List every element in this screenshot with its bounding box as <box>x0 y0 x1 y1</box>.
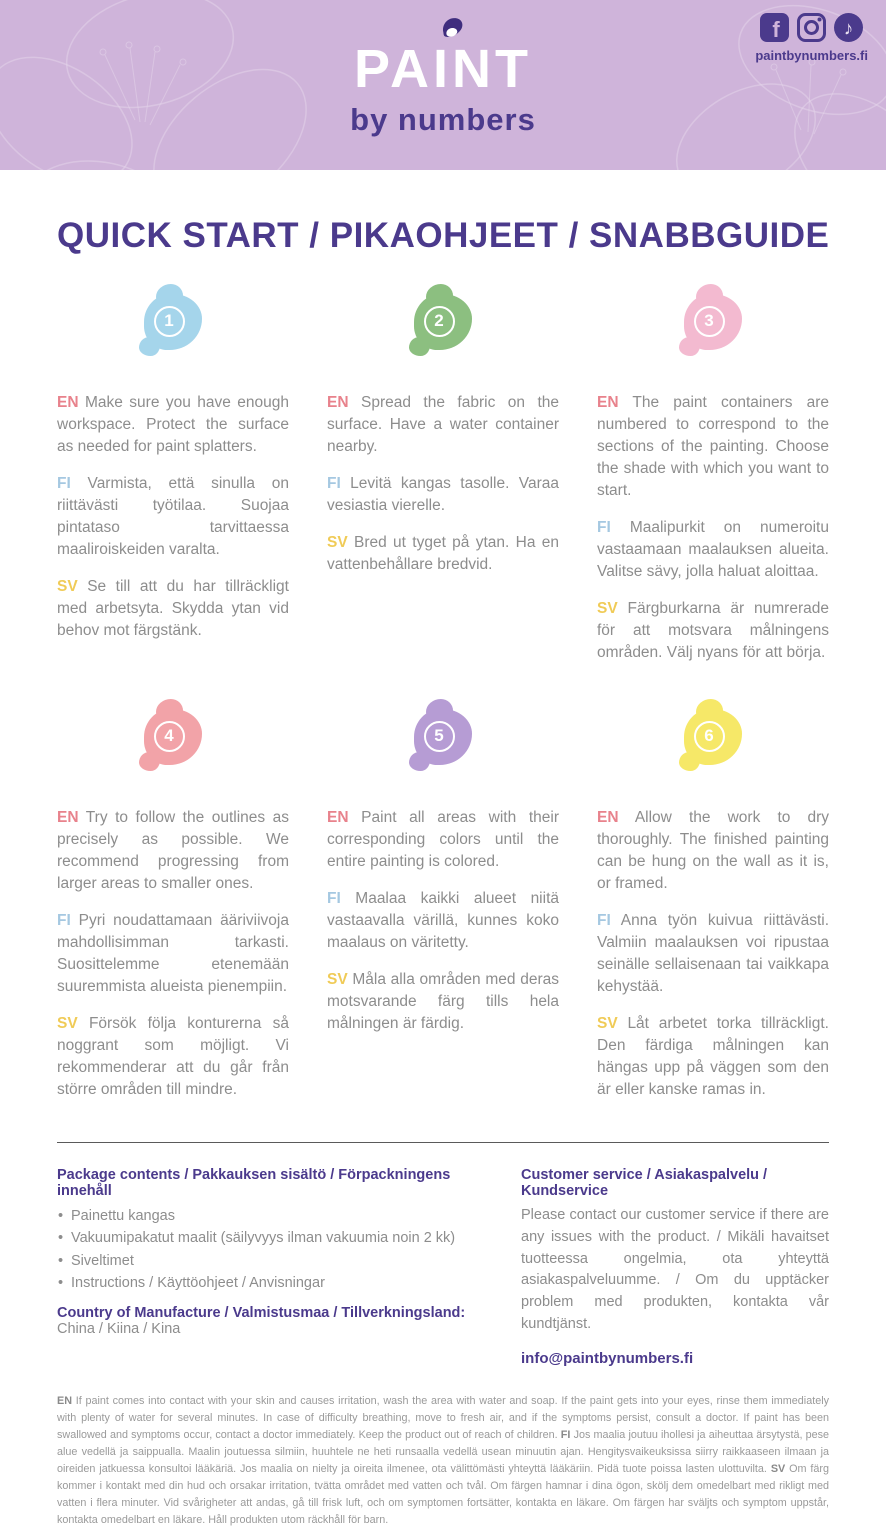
header-banner <box>0 0 886 170</box>
en-label: EN <box>57 394 79 411</box>
step-1 <box>57 286 289 679</box>
sv-label: SV <box>597 600 618 617</box>
instagram-icon[interactable] <box>796 12 827 43</box>
package-contents-heading: Package contents / Pakkauksen sisältö / Förpackningens innehåll <box>57 1167 451 1199</box>
fi-label: FI <box>327 475 341 492</box>
fi-label: FI <box>597 519 611 536</box>
step-6-sv: SV Låt arbetet torka tillräckligt. Den färdiga målningen kan hängas upp på väggen som den är eller kanske ramas in. <box>597 1015 829 1098</box>
step-3-number: 3 <box>694 306 725 337</box>
step-4-number: 4 <box>154 721 185 752</box>
svg-text:f: f <box>772 17 780 42</box>
facebook-icon[interactable] <box>759 12 790 43</box>
step-1-sv: SV Se till att du har tillräckligt med arbetsyta. Skydda ytan vid behov mot färgstänk. <box>57 578 289 639</box>
step-3-en: EN The paint containers are numbered to correspond to the sections of the painting. Choose the shade with which you want to start. <box>597 394 829 499</box>
logo-subtitle: by numbers <box>350 101 536 137</box>
sv-label: SV <box>57 578 78 595</box>
fi-label: FI <box>57 912 71 929</box>
fi-label: FI <box>327 890 341 907</box>
customer-service-text: Please contact our customer service if there are any issues with the product. / Mikäli havaitset tuotteessa ongelmia, ota yhteyttä asiakaspalveluumme. / Om du upptäcker problem med produkten, kontakta vår kundtjänst. <box>521 1207 829 1332</box>
step-2-splat <box>414 294 472 350</box>
fi-label: FI <box>560 1428 571 1441</box>
step-5-en: EN Paint all areas with their corresponding colors until the entire painting is colored. <box>327 809 559 870</box>
customer-service-block <box>521 1167 829 1367</box>
safety-fine-print: EN If paint comes into contact with your skin and causes irritation, wash the area with water and soap. If the paint gets into your eyes, rinse them immediately with plenty of water for several minutes. In case of difficulty breathing, move to fresh air, and if the symptoms persist, consult a doctor. If paint has been swallowed and symptoms occur, contact a doctor immediately. Keep the product out of reach of children. FI Jos maalia joutuu ihollesi ja aiheuttaa ärsytystä, pese alue vedellä ja saippualla. Maalin joutuessa silmiin, huuhtele ne heti runsaalla vedellä usean minuutin ajan. Hengitysvaikeuksissa siirry raikkaaseen ilmaan ja oireiden jatkuessa konsultoi lääkäriä. Jos maalia on nielty ja oireita ilmenee, ota välittömästi yhteyttä lääkäriin. Pidä tuote poissa lasten ulottuvilta. SV Om färg kommer i kontakt med din hud och orsakar irritation, tvätta området med vatten och tvål. Om färgen hamnar i dina ögon, skölj dem omedelbart med rikligt med vatten i flera minuter. Vid svårigheter att andas, gå till frisk luft, och om symptomen fortsätter, kontakta en läkare. Om färgen har sväljts och symptom uppstår, kontakta omedelbart en läkare. Håll produkten utom räckhåll för barn. <box>57 1394 830 1526</box>
en-label: EN <box>57 1394 72 1407</box>
step-2 <box>327 286 559 679</box>
step-6-number: 6 <box>694 721 725 752</box>
customer-service-heading: Customer service / Asiakaspalvelu / Kundservice <box>521 1167 768 1199</box>
step-2-sv: SV Bred ut tyget på ytan. Ha en vattenbehållare bredvid. <box>327 534 559 573</box>
website-label: paintbynumbers.fi <box>755 48 868 63</box>
page-title: QUICK START / PIKAOHJEET / SNABBGUIDE <box>57 216 830 255</box>
list-item: • Painettu kangas <box>57 1205 507 1227</box>
fi-label: FI <box>57 475 71 492</box>
customer-service-email[interactable]: info@paintbynumbers.fi <box>521 1349 694 1367</box>
step-4-fi: FI Pyri noudattamaan ääriviivoja mahdollisimman tarkasti. Suosittelemme etenemään suuremmista alueista pienempiin. <box>57 912 289 995</box>
sv-label: SV <box>327 971 348 988</box>
sv-label: SV <box>597 1015 618 1032</box>
step-3-splat <box>684 294 742 350</box>
step-4-en: EN Try to follow the outlines as precisely as possible. We recommend progressing from larger areas to smaller ones. <box>57 809 290 892</box>
step-3-sv: SV Färgburkarna är numrerade för att motsvara målningens områden. Välj nyans för att börja. <box>597 600 829 661</box>
sv-label: SV <box>327 534 348 551</box>
step-4-splat <box>144 709 202 765</box>
step-3-fi: FI Maalipurkit on numeroitu vastaamaan maalauksen alueita. Valitse sävy, jolla haluat aloittaa. <box>597 519 829 580</box>
step-2-fi: FI Levitä kangas tasolle. Varaa vesiastia vierelle. <box>327 475 559 514</box>
step-1-fi: FI Varmista, että sinulla on riittävästi työtilaa. Suojaa pintataso tarvittaessa maaliroiskeiden varalta. <box>57 475 289 558</box>
en-label: EN <box>327 394 349 411</box>
brand-logo <box>350 38 536 137</box>
info-section <box>57 1167 829 1367</box>
country-of-manufacture <box>57 1305 507 1337</box>
step-6-en: EN Allow the work to dry thoroughly. The finished painting can be hung on the wall as it is, or framed. <box>597 809 830 892</box>
en-label: EN <box>327 809 349 826</box>
list-item: • Siveltimet <box>57 1250 507 1272</box>
step-4 <box>57 701 289 1116</box>
step-6-splat <box>684 709 742 765</box>
step-5-sv: SV Måla alla områden med deras motsvarande färg tills hela målningen är färdig. <box>327 971 559 1032</box>
package-contents-block <box>57 1167 507 1367</box>
step-3 <box>597 286 829 679</box>
step-6 <box>597 701 829 1116</box>
svg-text:♪: ♪ <box>843 18 854 40</box>
step-5-number: 5 <box>424 721 455 752</box>
en-label: EN <box>57 809 79 826</box>
social-block <box>755 12 868 63</box>
country-label: Country of Manufacture / Valmistusmaa / Tillverkningsland: <box>57 1304 466 1321</box>
step-1-number: 1 <box>154 306 185 337</box>
step-4-sv: SV Försök följa konturerna så noggrant som möjligt. Vi rekommenderar att du går från större områden till mindre. <box>57 1015 289 1098</box>
en-label: EN <box>597 809 619 826</box>
step-5-splat <box>414 709 472 765</box>
steps-grid <box>57 286 829 1116</box>
sv-label: SV <box>57 1015 78 1032</box>
list-item: • Instructions / Käyttöohjeet / Anvisningar <box>57 1272 507 1294</box>
step-6-fi: FI Anna työn kuivua riittävästi. Valmiin maalauksen voi ripustaa seinälle sellaisenaan tai vaikkapa kehystää. <box>597 912 830 995</box>
step-5-fi: FI Maalaa kaikki alueet niitä vastaavalla värillä, kunnes koko maalaus on väritetty. <box>327 890 559 951</box>
tiktok-icon[interactable] <box>833 12 864 43</box>
package-contents-list <box>57 1205 507 1295</box>
step-1-en: EN Make sure you have enough workspace. Protect the surface as needed for paint splatters. <box>57 394 289 455</box>
fi-label: FI <box>597 912 611 929</box>
en-label: EN <box>597 394 619 411</box>
step-5 <box>327 701 559 1116</box>
country-value: China / Kiina / Kina <box>57 1320 181 1337</box>
list-item: • Vakuumipakatut maalit (säilyvyys ilman vakuumia noin 2 kk) <box>57 1227 507 1249</box>
divider-line <box>57 1142 829 1143</box>
flower-outline-decoration-left <box>0 0 360 170</box>
step-2-number: 2 <box>424 306 455 337</box>
step-2-en: EN Spread the fabric on the surface. Have a water container nearby. <box>327 394 559 455</box>
logo-wordmark: PAINT <box>354 38 532 99</box>
sv-label: SV <box>770 1462 786 1475</box>
step-1-splat <box>144 294 202 350</box>
